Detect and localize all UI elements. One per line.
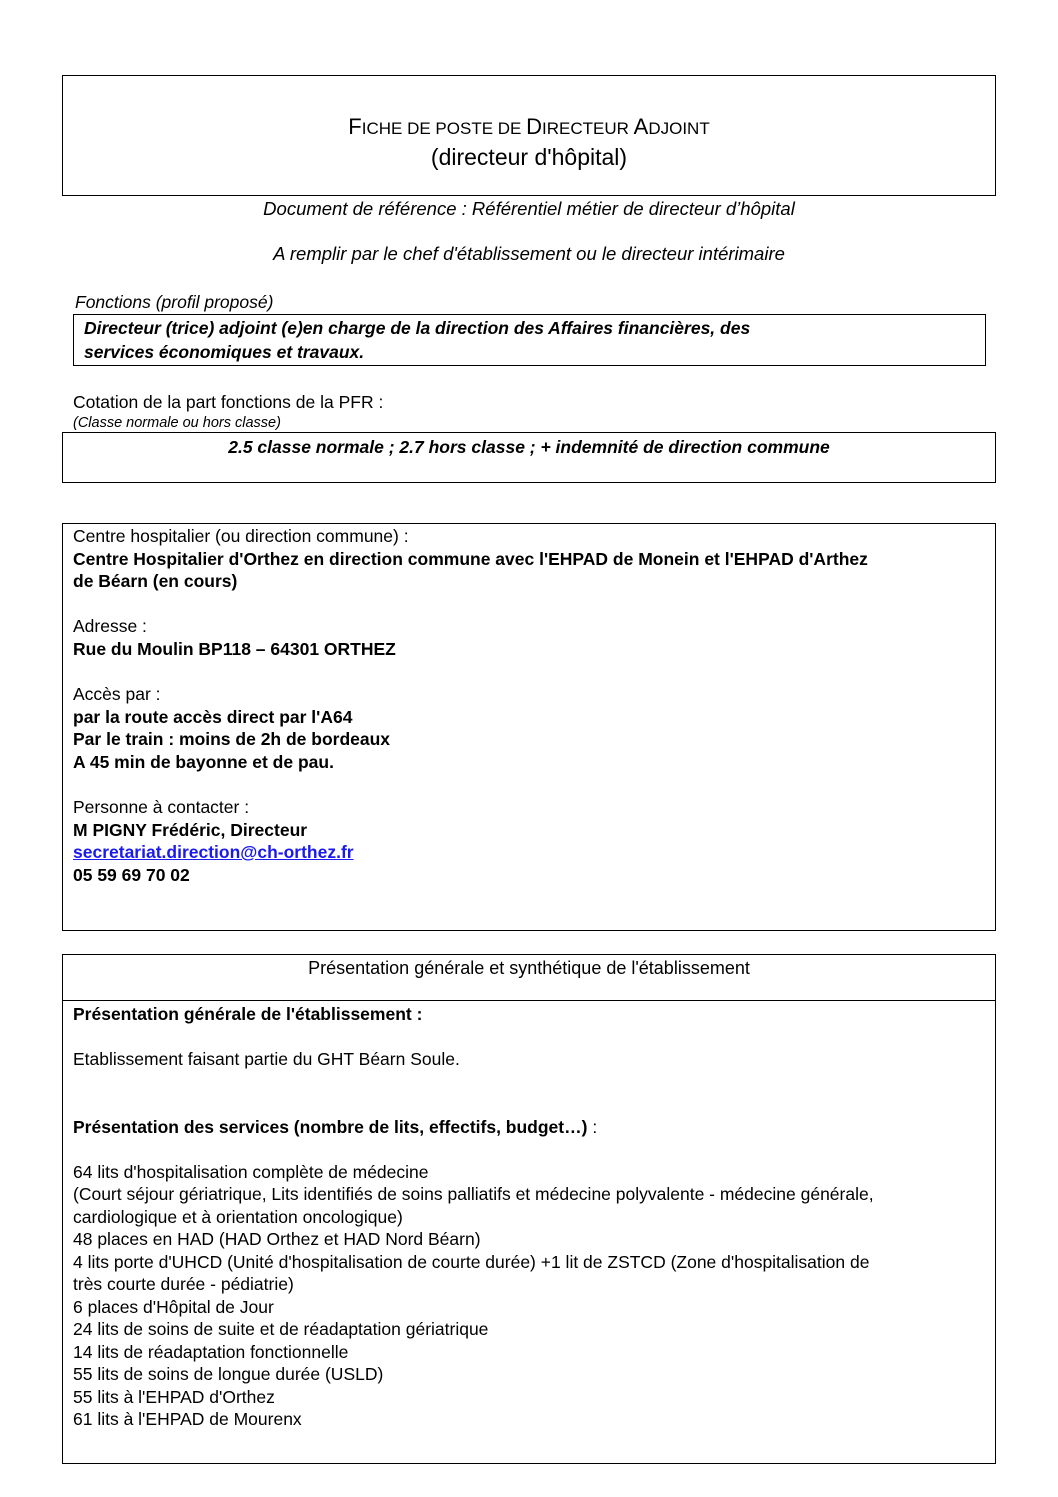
- acces-line-1: par la route accès direct par l'A64: [73, 707, 353, 727]
- contact-label: Personne à contacter :: [73, 797, 250, 817]
- fonctions-label: Fonctions (profil proposé): [75, 292, 274, 312]
- services-label: Présentation des services (nombre de lits, effectifs, budget…): [73, 1117, 588, 1137]
- cotation-label: Cotation de la part fonctions de la PFR :: [73, 392, 384, 412]
- services-line: 14 lits de réadaptation fonctionnelle: [73, 1342, 349, 1362]
- acces-label: Accès par :: [73, 684, 161, 704]
- reference-fill-by: A remplir par le chef d'établissement ou le directeur intérimaire: [273, 243, 785, 264]
- services-heading: [73, 1116, 597, 1139]
- contact-phone: 05 59 69 70 02: [73, 865, 190, 885]
- services-line: 55 lits de soins de longue durée (USLD): [73, 1364, 384, 1384]
- page-subtitle: (directeur d'hôpital): [430, 144, 628, 170]
- acces-line-3: A 45 min de bayonne et de pau.: [73, 752, 334, 772]
- centre-label: Centre hospitalier (ou direction commune) :: [73, 526, 409, 546]
- services-colon: :: [587, 1117, 598, 1137]
- contact-name: M PIGNY Frédéric, Directeur: [73, 820, 308, 840]
- services-line: 24 lits de soins de suite et de réadaptation gériatrique: [73, 1319, 489, 1339]
- cotation-value: 2.5 classe normale ; 2.7 hors classe ; + indemnité de direction commune: [228, 437, 830, 457]
- services-line: 55 lits à l'EHPAD d'Orthez: [73, 1387, 275, 1407]
- contact-email-link[interactable]: secretariat.direction@ch-orthez.fr: [73, 842, 354, 862]
- services-line: 4 lits porte d'UHCD (Unité d'hospitalisation de courte durée) +1 lit de ZSTCD (Zone d'hospitalisation de: [73, 1252, 870, 1272]
- services-line: 61 lits à l'EHPAD de Mourenx: [73, 1409, 302, 1429]
- centre-line-2: de Béarn (en cours): [73, 571, 238, 591]
- services-line: très courte durée - pédiatrie): [73, 1274, 294, 1294]
- page-title: FICHE DE POSTE DE DIRECTEUR ADJOINT: [348, 114, 710, 139]
- adresse-label: Adresse :: [73, 616, 147, 636]
- services-line: cardiologique et à orientation oncologique): [73, 1207, 403, 1227]
- adresse-value: Rue du Moulin BP118 – 64301 ORTHEZ: [73, 639, 396, 659]
- reference-document: Document de référence : Référentiel métier de directeur d’hôpital: [263, 198, 795, 219]
- centre-line-1: Centre Hospitalier d'Orthez en direction commune avec l'EHPAD de Monein et l'EHPAD d'Arthez: [73, 549, 868, 569]
- services-line: 6 places d'Hôpital de Jour: [73, 1297, 274, 1317]
- fonctions-line-2: services économiques et travaux.: [84, 342, 365, 362]
- services-line: (Court séjour gériatrique, Lits identifiés de soins palliatifs et médecine polyvalente - médecine générale,: [73, 1184, 874, 1204]
- presentation-divider: [62, 1000, 996, 1001]
- general-label: Présentation générale de l'établissement :: [73, 1004, 423, 1024]
- acces-line-2: Par le train : moins de 2h de bordeaux: [73, 729, 391, 749]
- fonctions-line-1: Directeur (trice) adjoint (e)en charge de la direction des Affaires financières, des: [84, 318, 751, 338]
- cotation-hint: (Classe normale ou hors classe): [73, 415, 281, 431]
- general-text: Etablissement faisant partie du GHT Béarn Soule.: [73, 1049, 460, 1069]
- services-line: 64 lits d'hospitalisation complète de médecine: [73, 1162, 429, 1182]
- presentation-header: Présentation générale et synthétique de l'établissement: [308, 958, 750, 978]
- services-line: 48 places en HAD (HAD Orthez et HAD Nord Béarn): [73, 1229, 481, 1249]
